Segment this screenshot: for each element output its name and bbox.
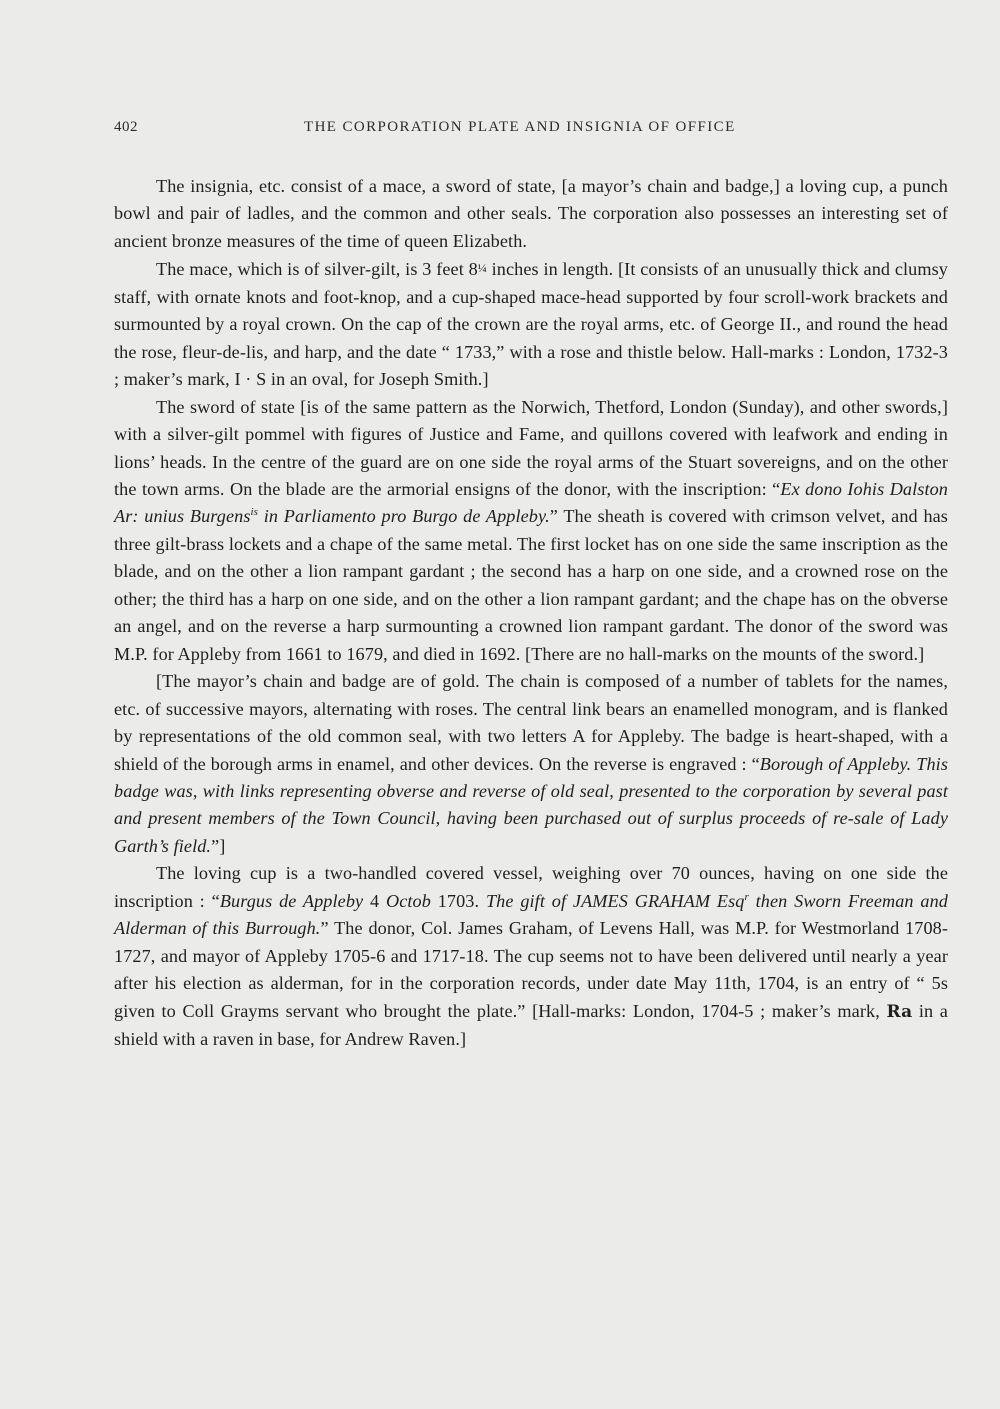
paragraph-loving-cup: The loving cup is a two-handled covered vessel, weighing over 70 ounces, having on one side the inscription : “Burgus de Appleby 4 Octob 1703. The gift of JAMES GRAHAM Esq$^r$ then Sworn Freeman and Alderman of this Burrough.” The donor, Col. James Graham, of Levens Hall, was M.P. for Westmorland 1708-1727, and mayor of Appleby 1705-6 and 1717-18. The cup seems not to have been delivered until nearly a year after his election as alderman, for in the corporation records, under date May 11th, 1704, is an entry of “ 5s given to Coll Grayms servant who brought the plate.” [Hall-marks: London, 1704-5 ; maker’s mark, Ra in a shield with a raven in base, for Andrew Raven.] [114,863,948,1050]
inscription: The gift of JAMES GRAHAM Esq$^r$ then Sworn Freeman and Alderman of this Burrough. [114,890,948,939]
paragraph-sword: The sword of state [is of the same pattern as the Norwich, Thetford, London (Sunday), and other swords,] with a silver-gilt pommel with figures of Justice and Fame, and quillons covered with leafwork and ending in lions’ heads. In the centre of the guard are on one side the royal arms of the Stuart sovereigns, and on the other the town arms. On the blade are the armorial ensigns of the donor, with the inscription: “Ex dono Iohis Dalston Ar: unius Burgens$^{is}$ in Parliamento pro Burgo de Appleby.” The sheath is covered with crimson velvet, and has three gilt-brass lockets and a chape of the same metal. The first locket has on one side the same inscription as the blade, and on the other a lion rampant gardant ; the second has a harp on one side, and a crowned rose on the other; the third has a harp on one side, and on the other a lion rampant gardant; and the chape has on the obverse an angel, and on the reverse a harp surmounting a crowned lion rampant gardant. The donor of the sword was M.P. for Appleby from 1661 to 1679, and died in 1692. [There are no hall-marks on the mounts of the sword.] [114,396,948,664]
makers-mark: Ra [886,1001,913,1022]
inscription: Borough of Appleby. This badge was, with links representing obverse and reverse of old seal, presented to the corporation by several past and present members of the Town Council, having been purchased out of surplus proceeds of re-sale of Lady Garth’s field. [114,753,949,856]
fraction: ¼ [477,261,487,276]
paragraph-insignia: The insignia, etc. consist of a mace, a sword of state, [a mayor’s chain and badge,] a loving cup, a punch bowl and pair of ladles, and the common and other seals. The corporation also possesses an interesting set of ancient bronze measures of the time of queen Elizabeth. [114,176,948,251]
inscription: Ex dono Iohis Dalston Ar: unius Burgens$^{is}$ in Parliamento pro Burgo de Appleby. [114,478,948,527]
page-number: 402 [114,119,138,135]
page-header [114,119,904,145]
running-title: THE CORPORATION PLATE AND INSIGNIA OF OFFICE [304,119,736,135]
paragraph-chain-badge: [The mayor’s chain and badge are of gold. The chain is composed of a number of tablets for the names, etc. of successive mayors, alternating with roses. The central link bears an enamelled monogram, and is flanked by representations of the old common seal, with two letters A for Appleby. The badge is heart-shaped, with a shield of the borough arms in enamel, and other devices. On the reverse is engraved : “Borough of Appleby. This badge was, with links representing obverse and reverse of old seal, presented to the corporation by several past and present members of the Town Council, having been purchased out of surplus proceeds of re-sale of Lady Garth’s field.”] [114,671,949,856]
body-text [114,173,948,1054]
paragraph-mace: The mace, which is of silver-gilt, is 3 feet 8¼ inches in length. [It consists of an unusually thick and clumsy staff, with ornate knots and foot-knop, and a cup-shaped mace-head supported by four scroll-work brackets and surmounted by a royal crown. On the cap of the crown are the royal arms, etc. of George II., and round the head the rose, fleur-de-lis, and harp, and the date “ 1733,” with a rose and thistle below. Hall-marks : London, 1732-3 ; maker’s mark, I · S in an oval, for Joseph Smith.] [114,259,948,390]
